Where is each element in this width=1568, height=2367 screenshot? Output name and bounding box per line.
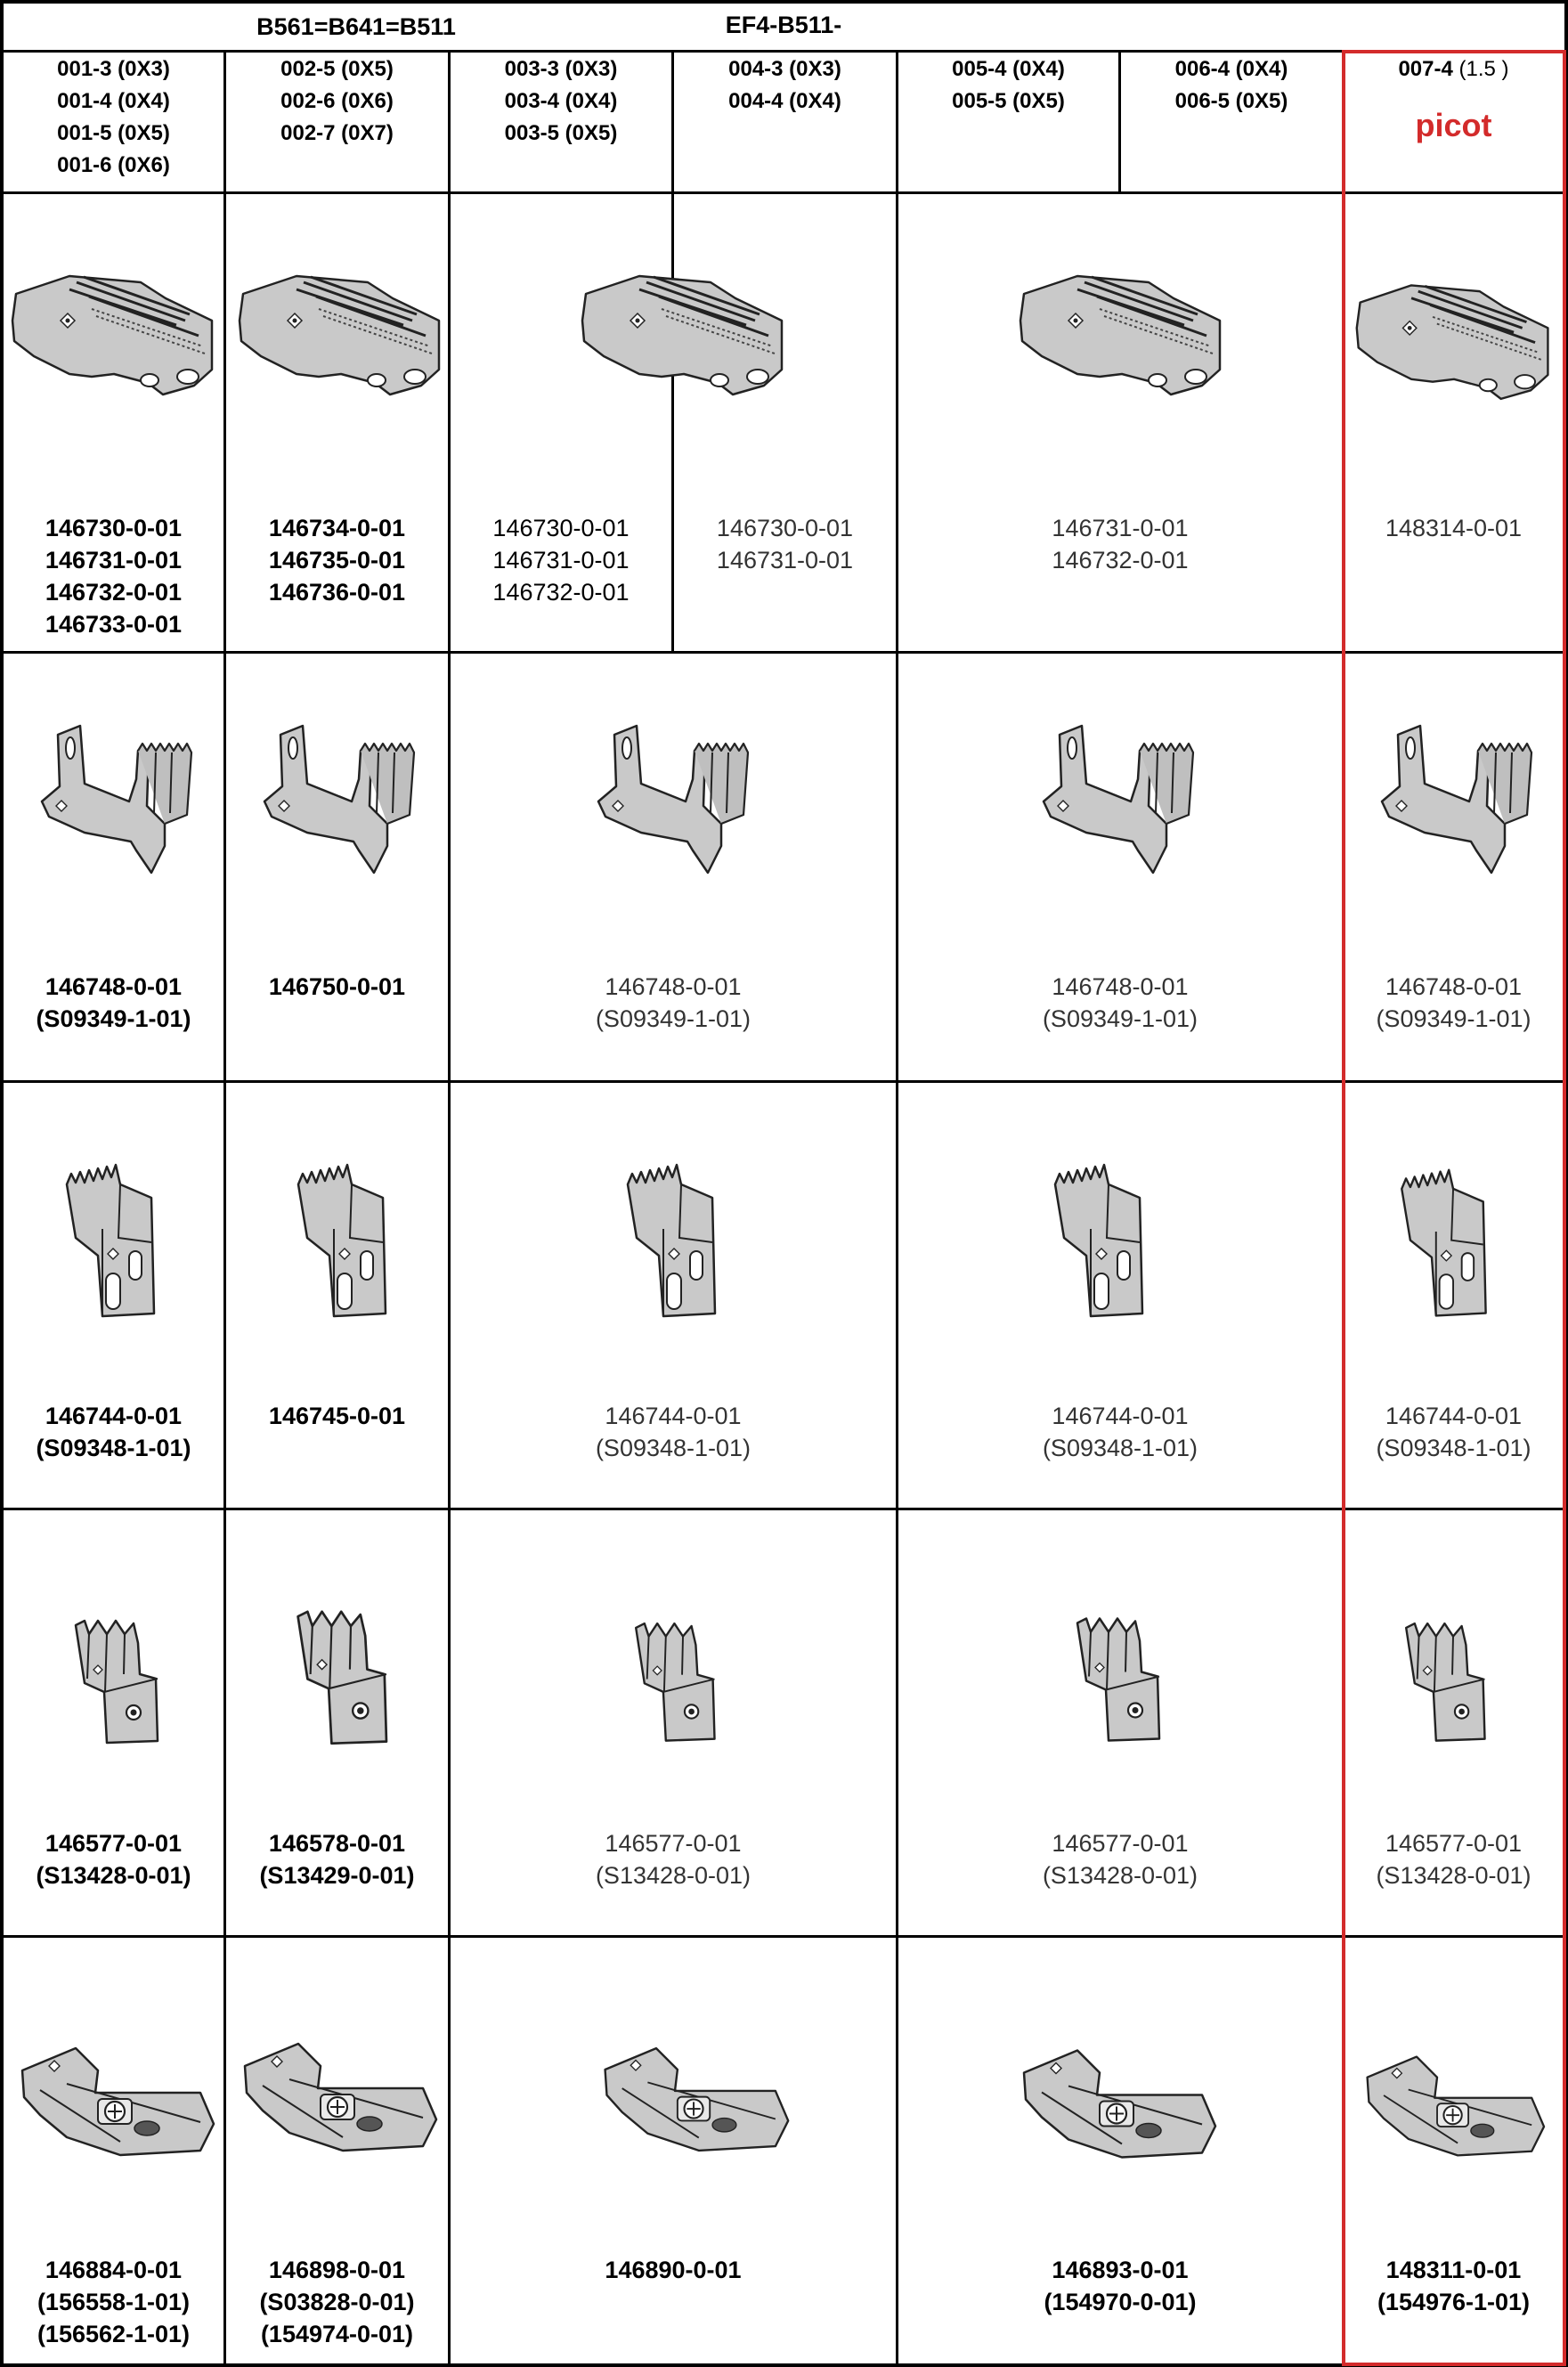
part-number: 146884-0-01: [45, 2257, 183, 2283]
part-number: (S13428-0-01): [36, 1862, 191, 1889]
part-number: (S13428-0-01): [1376, 1862, 1531, 1889]
header-col-4-line: 004-4 (0X4): [728, 89, 841, 113]
part-number-cell: [451, 1827, 896, 1891]
part-number-cell: [1345, 1400, 1563, 1464]
part-number: 146744-0-01: [605, 1403, 742, 1429]
part-number: (S09348-1-01): [1376, 1435, 1531, 1461]
feed-dog-block-figure: [1060, 1603, 1171, 1750]
throat-plate-figure: [7, 272, 221, 405]
part-number: (156558-1-01): [37, 2289, 191, 2315]
part-number-cell: [226, 971, 448, 1003]
part-number-cell: [4, 1827, 223, 1891]
main-feed-dog-figure: [1371, 717, 1540, 886]
row-separator-1: [0, 651, 1568, 654]
part-number-cell: [451, 971, 896, 1035]
header-col-6: [1121, 53, 1342, 118]
main-feed-dog-figure: [31, 717, 200, 886]
header-col-1: [4, 53, 223, 182]
presser-foot-figure: [13, 2039, 218, 2164]
row-separator-4: [0, 1935, 1568, 1938]
part-number-cell: [451, 512, 671, 608]
header-col-1-line: 001-4 (0X4): [57, 89, 170, 113]
differential-feed-dog-figure: [1037, 1158, 1158, 1327]
part-number: (S09349-1-01): [36, 1005, 191, 1032]
differential-feed-dog-figure: [276, 1158, 405, 1327]
part-number: (S13429-0-01): [259, 1862, 415, 1889]
part-number-cell: [451, 1400, 896, 1464]
feed-dog-block-figure: [279, 1594, 399, 1754]
part-number: 146577-0-01: [605, 1830, 742, 1857]
presser-foot-figure: [1015, 2039, 1220, 2168]
part-number: 148311-0-01: [1385, 2257, 1522, 2283]
part-number-cell: [898, 2254, 1342, 2318]
part-number: 146736-0-01: [268, 579, 406, 606]
part-number-cell: [1345, 1827, 1563, 1891]
table-border-left: [0, 0, 4, 2367]
part-number: 146744-0-01: [1385, 1403, 1523, 1429]
main-feed-dog-figure: [588, 717, 757, 886]
throat-plate-figure: [234, 272, 448, 405]
header-col-6-line: 006-5 (0X5): [1174, 89, 1288, 113]
part-number: (154976-1-01): [1377, 2289, 1531, 2315]
table-border-top: [0, 0, 1568, 4]
part-number: (S13428-0-01): [1042, 1862, 1198, 1889]
part-number: 146890-0-01: [605, 2257, 742, 2283]
part-number: (S09348-1-01): [36, 1435, 191, 1461]
picot-label: picot: [1415, 107, 1492, 143]
part-number: 146732-0-01: [1052, 547, 1189, 573]
main-feed-dog-figure: [249, 717, 427, 886]
header-title-separator: [0, 50, 1568, 53]
header-col-5-line: 005-4 (0X4): [952, 57, 1065, 81]
part-number: 146578-0-01: [268, 1830, 406, 1857]
header-col-5-line: 005-5 (0X5): [952, 89, 1065, 113]
part-number-cell: [226, 2254, 448, 2350]
part-number: 146893-0-01: [1052, 2257, 1189, 2283]
header-col-4-line: 004-3 (0X3): [728, 57, 841, 81]
part-number: (154974-0-01): [260, 2321, 414, 2347]
part-number: (S13428-0-01): [595, 1862, 752, 1889]
part-number: (S09348-1-01): [1042, 1435, 1198, 1461]
part-number: 146730-0-01: [492, 515, 630, 541]
part-number: 146734-0-01: [268, 515, 406, 541]
header-col-3-line: 003-4 (0X4): [504, 89, 618, 113]
part-number: 146730-0-01: [45, 515, 183, 541]
part-number-cell: [4, 1400, 223, 1464]
part-number: 146744-0-01: [45, 1403, 183, 1429]
col-separator-2: [448, 50, 451, 2365]
feed-dog-block-figure: [58, 1607, 169, 1750]
header-col-1-line: 001-6 (0X6): [57, 153, 170, 177]
part-number: 146732-0-01: [492, 579, 630, 606]
differential-feed-dog-figure: [49, 1158, 169, 1327]
part-number: 146748-0-01: [45, 973, 183, 1000]
header-col-5: [898, 53, 1118, 118]
part-number-cell: [1345, 512, 1563, 544]
part-number-cell: [226, 1400, 448, 1432]
part-number-cell: [226, 512, 448, 608]
part-number-cell: [451, 2254, 896, 2286]
feed-dog-block-figure: [619, 1610, 726, 1748]
part-number: (156562-1-01): [37, 2321, 191, 2347]
presser-foot-figure: [1353, 2053, 1554, 2160]
part-number: 146577-0-01: [1052, 1830, 1189, 1857]
header-col-7-code: 007-4: [1398, 57, 1453, 81]
series-title-right: EF4-B511-: [725, 12, 842, 38]
part-number-cell: [898, 512, 1342, 576]
header-col-2-line: 002-7 (0X7): [280, 121, 394, 145]
part-number: 146744-0-01: [1052, 1403, 1189, 1429]
part-number-cell: [898, 971, 1342, 1035]
part-number: 146577-0-01: [45, 1830, 183, 1857]
throat-plate-figure: [1015, 272, 1229, 405]
part-number: (S09349-1-01): [1376, 1005, 1531, 1032]
part-number: 146731-0-01: [45, 547, 183, 573]
part-number: 146577-0-01: [1385, 1830, 1523, 1857]
part-number-cell: [226, 1827, 448, 1891]
header-col-2: [226, 53, 448, 150]
series-title-left: B561=B641=B511: [256, 13, 456, 40]
part-number: 146748-0-01: [1385, 973, 1523, 1000]
header-col-2-line: 002-5 (0X5): [280, 57, 394, 81]
header-col-7-size: (1.5 ): [1458, 57, 1509, 81]
part-number: 146750-0-01: [268, 973, 406, 1000]
part-number-cell: [898, 1400, 1342, 1464]
col-separator-1: [223, 50, 226, 2365]
part-number: 146745-0-01: [268, 1403, 406, 1429]
part-number: 146732-0-01: [45, 579, 183, 606]
header-col-3-line: 003-5 (0X5): [504, 121, 618, 145]
part-number: 146730-0-01: [716, 515, 854, 541]
part-number: (154970-0-01): [1044, 2289, 1197, 2315]
header-col-7-line: [1345, 53, 1563, 85]
part-number: 146731-0-01: [492, 547, 630, 573]
header-col-3: [451, 53, 671, 150]
row-separator-2: [0, 1080, 1568, 1083]
part-number: 146898-0-01: [268, 2257, 406, 2283]
header-col-1-line: 001-5 (0X5): [57, 121, 170, 145]
feed-dog-block-figure: [1389, 1610, 1496, 1748]
part-number: 146748-0-01: [1052, 973, 1189, 1000]
part-number-cell: [4, 2254, 223, 2350]
header-bottom-separator: [0, 191, 1568, 194]
header-col-1-line: 001-3 (0X3): [57, 57, 170, 81]
col-separator-4: [896, 50, 898, 2365]
header-col-3-line: 003-3 (0X3): [504, 57, 618, 81]
part-number-cell: [4, 512, 223, 640]
table-border-bottom: [0, 2363, 1568, 2367]
presser-foot-figure: [597, 2039, 792, 2160]
part-number: (S09349-1-01): [1042, 1005, 1198, 1032]
header-col-4: [674, 53, 896, 118]
differential-feed-dog-figure: [1385, 1162, 1500, 1327]
part-number: 146733-0-01: [45, 611, 183, 638]
part-number: (S09348-1-01): [595, 1435, 752, 1461]
throat-plate-figure: [577, 272, 791, 405]
header-col-7: [1345, 53, 1563, 85]
part-number: (S03828-0-01): [259, 2289, 415, 2315]
part-number: 148314-0-01: [1385, 515, 1523, 541]
part-number-cell: [4, 971, 223, 1035]
throat-plate-figure: [1352, 281, 1556, 410]
part-number: 146731-0-01: [716, 547, 854, 573]
main-feed-dog-figure: [1033, 717, 1202, 886]
header-col-2-line: 002-6 (0X6): [280, 89, 394, 113]
header-col-6-line: 006-4 (0X4): [1174, 57, 1288, 81]
presser-foot-figure: [236, 2030, 441, 2164]
row-separator-3: [0, 1508, 1568, 1510]
part-number-cell: [1345, 2254, 1563, 2318]
part-number: 146748-0-01: [605, 973, 742, 1000]
part-number: (S09349-1-01): [595, 1005, 752, 1032]
part-number-cell: [898, 1827, 1342, 1891]
part-number: 146735-0-01: [268, 547, 406, 573]
part-number: 146731-0-01: [1052, 515, 1189, 541]
part-number-cell: [1345, 971, 1563, 1035]
part-number-cell: [674, 512, 896, 576]
differential-feed-dog-figure: [610, 1158, 730, 1327]
